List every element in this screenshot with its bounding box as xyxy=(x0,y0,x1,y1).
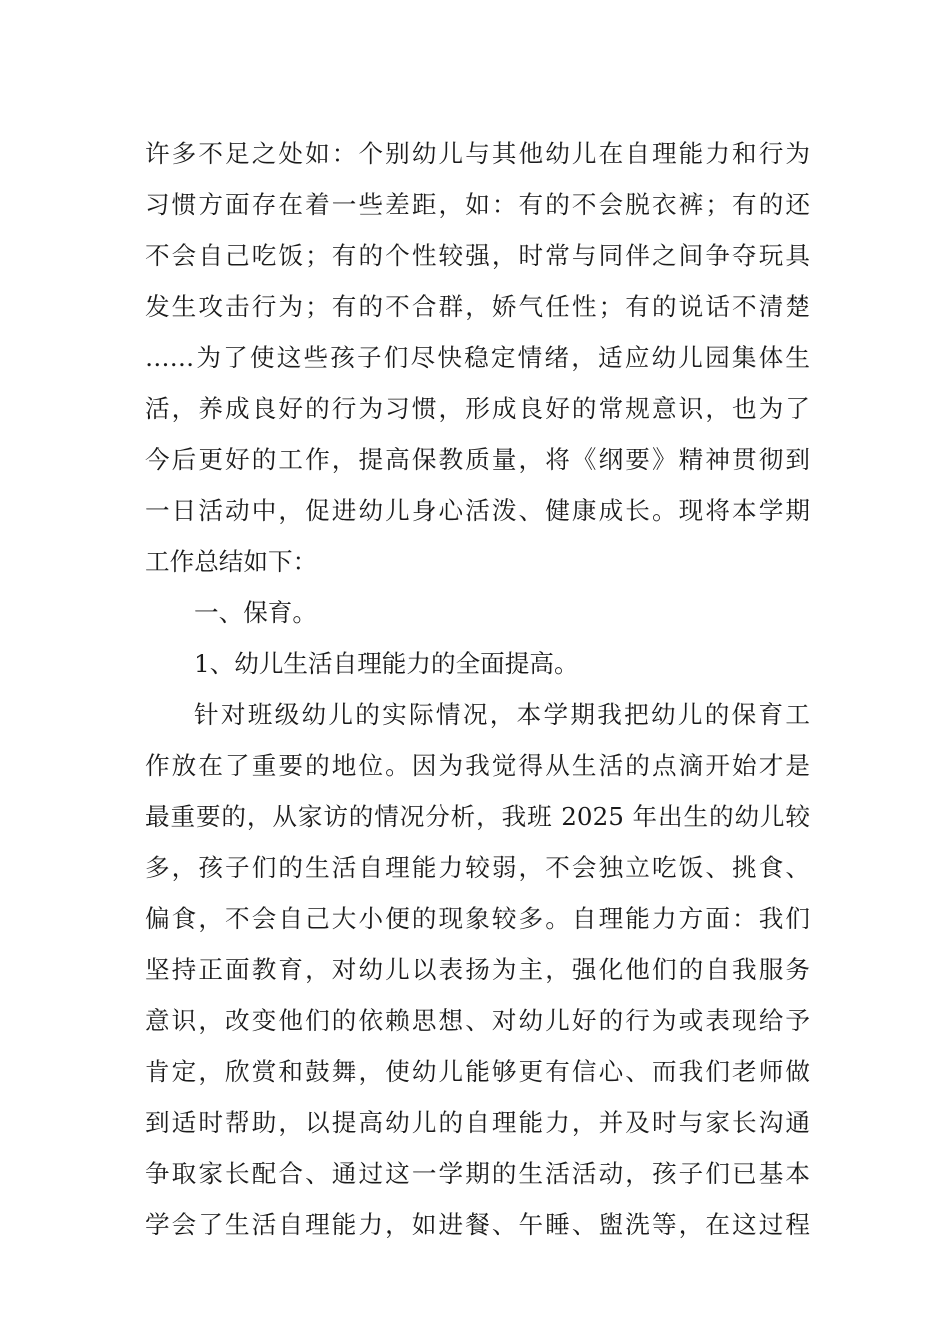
text-line: 今后更好的工作，提高保教质量，将《纲要》精神贯彻到 xyxy=(145,445,810,474)
text-line: 到适时帮助，以提高幼儿的自理能力，并及时与家长沟通 xyxy=(145,1108,810,1137)
text-line: 意识，改变他们的依赖思想、对幼儿好的行为或表现给予 xyxy=(145,1006,810,1035)
text-line: 学会了生活自理能力，如进餐、午睡、盥洗等，在这过程 xyxy=(145,1210,810,1239)
text-line: ……为了使这些孩子们尽快稳定情绪，适应幼儿园集体生 xyxy=(145,343,810,372)
subsection-heading: 1、幼儿生活自理能力的全面提高。 xyxy=(194,649,579,678)
text-line: 一日活动中，促进幼儿身心活泼、健康成长。现将本学期 xyxy=(145,496,810,525)
text-line: 坚持正面教育，对幼儿以表扬为主，强化他们的自我服务 xyxy=(145,955,810,984)
text-line: 偏食，不会自己大小便的现象较多。自理能力方面：我们 xyxy=(145,904,810,933)
text-line: 作放在了重要的地位。因为我觉得从生活的点滴开始才是 xyxy=(145,751,810,780)
text-line: 不会自己吃饭；有的个性较强，时常与同伴之间争夺玩具 xyxy=(145,241,810,270)
text-line: 习惯方面存在着一些差距，如：有的不会脱衣裤；有的还 xyxy=(145,190,810,219)
text-line: 针对班级幼儿的实际情况，本学期我把幼儿的保育工 xyxy=(194,700,810,729)
text-line: 肯定，欣赏和鼓舞，使幼儿能够更有信心、而我们老师做 xyxy=(145,1057,810,1086)
text-line: 许多不足之处如：个别幼儿与其他幼儿在自理能力和行为 xyxy=(145,139,810,168)
section-heading: 一、保育。 xyxy=(194,598,317,627)
text-line: 活，养成良好的行为习惯，形成良好的常规意识，也为了 xyxy=(145,394,810,423)
text-line: 争取家长配合、通过这一学期的生活活动，孩子们已基本 xyxy=(145,1159,810,1188)
document-body xyxy=(145,128,810,1250)
text-line: 发生攻击行为；有的不合群，娇气任性；有的说话不清楚 xyxy=(145,292,810,321)
text-line: 多，孩子们的生活自理能力较弱，不会独立吃饭、挑食、 xyxy=(145,853,810,882)
text-line: 最重要的，从家访的情况分析，我班 2025 年出生的幼儿较 xyxy=(145,802,810,831)
text-line: 工作总结如下： xyxy=(145,547,318,576)
